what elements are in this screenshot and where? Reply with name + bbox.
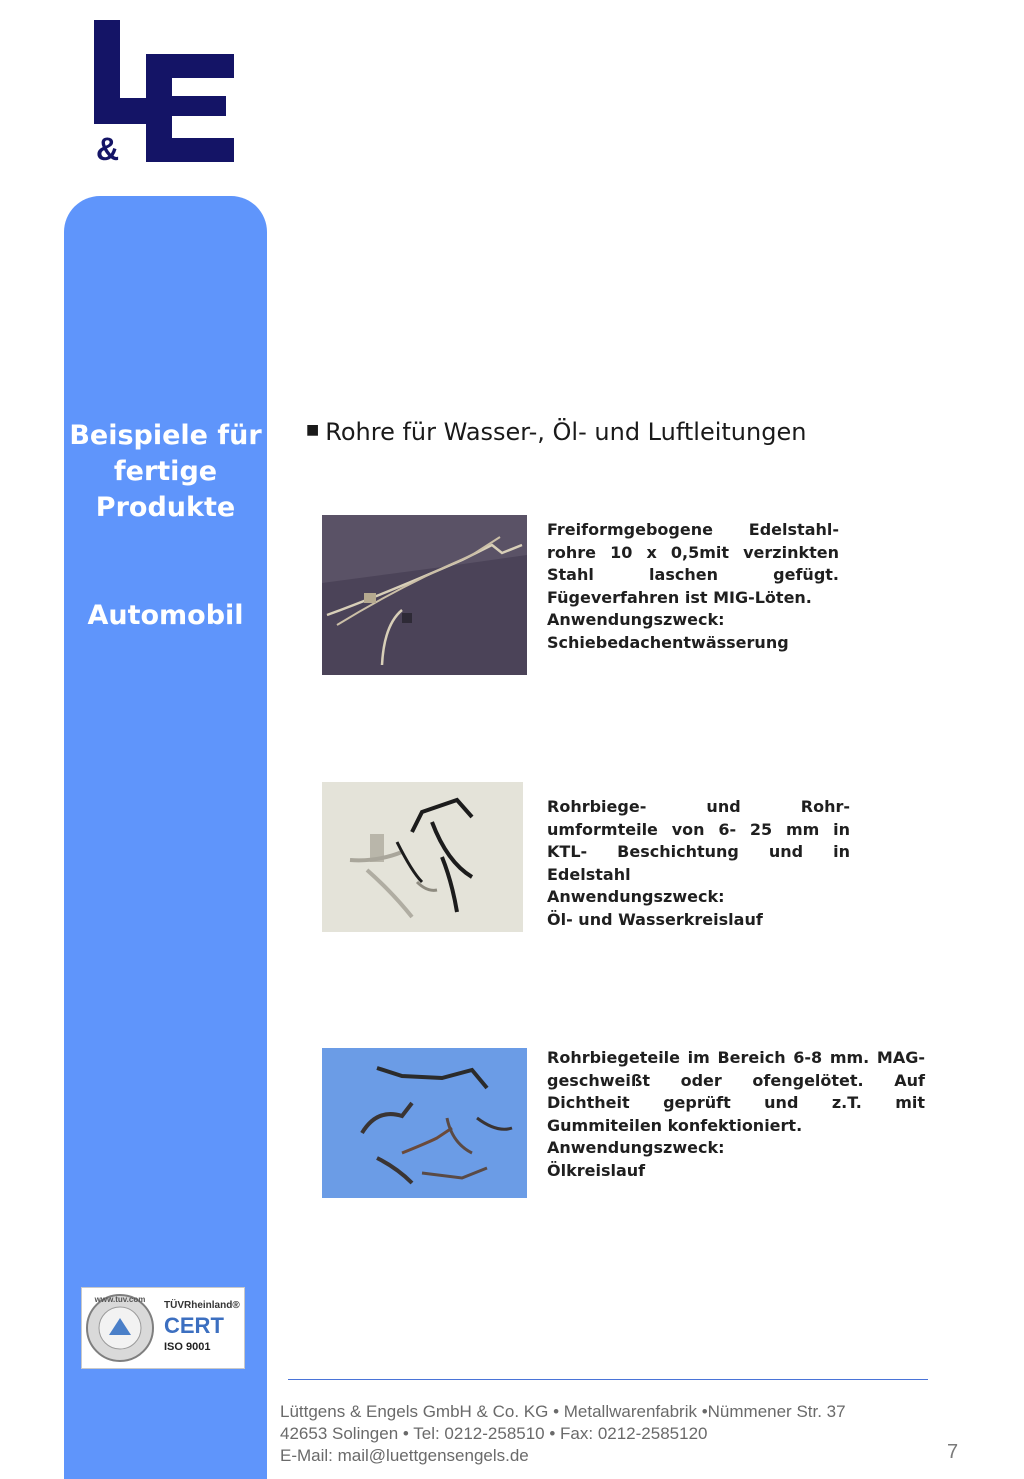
footer-contact: 42653 Solingen • Tel: 0212-258510 • Fax: 0212-2585120 [280,1424,708,1443]
product-photo-3 [322,1048,527,1198]
cert-brand: TÜVRheinland® [164,1300,240,1311]
product-description-2 [547,796,850,932]
footer-company: Lüttgens & Engels GmbH & Co. KG • Metallwarenfabrik •Nümmener Str. 37 [280,1402,846,1421]
product-1-text: Freiformgebogene Edelstahl-rohre 10 x 0,5mit verzinkten Stahl laschen gefügt. Fügeverfahren ist MIG-Löten. [547,520,839,607]
svg-text:&: & [96,131,120,166]
square-bullet-icon: ■ [306,422,320,438]
sidebar-subheading: Automobil [87,600,244,631]
footer-divider [288,1379,928,1380]
tuv-cert-badge [81,1287,245,1369]
product-description-3 [547,1047,925,1183]
product-description-1 [547,519,839,655]
cert-label: CERT [164,1313,224,1338]
cert-standard: ISO 9001 [164,1341,211,1353]
footer-address [280,1401,940,1467]
product-photo-2 [322,782,523,932]
product-3-purpose: Ölkreislauf [547,1160,646,1180]
company-logo [86,16,242,166]
product-1-purpose-label: Anwendungszweck: [547,610,725,630]
product-1-purpose: Schiebedachentwässerung [547,632,789,652]
footer-email: E-Mail: mail@luettgensengels.de [280,1446,529,1465]
sidebar-heading: Beispiele für fertige Produkte [69,420,262,523]
product-3-text: Rohrbiegeteile im Bereich 6-8 mm. MAG-geschweißt oder ofengelötet. Auf Dichtheit geprüft und z.T. mit Gummiteilen konfektioniert. [547,1048,925,1135]
page-number: 7 [947,1441,959,1463]
product-photo-1 [322,515,527,675]
product-2-text: Rohrbiege- und Rohr-umformteile von 6- 25 mm in KTL- Beschichtung und in Edelstahl [547,797,850,884]
product-3-purpose-label: Anwendungszweck: [547,1138,725,1158]
product-2-purpose: Öl- und Wasserkreislauf [547,909,763,929]
seal-text: www.tuv.com [94,1295,146,1304]
section-bullet-text: Rohre für Wasser-, Öl- und Luftleitungen [325,418,807,446]
product-2-purpose-label: Anwendungszweck: [547,887,725,907]
section-bullet [306,418,806,446]
